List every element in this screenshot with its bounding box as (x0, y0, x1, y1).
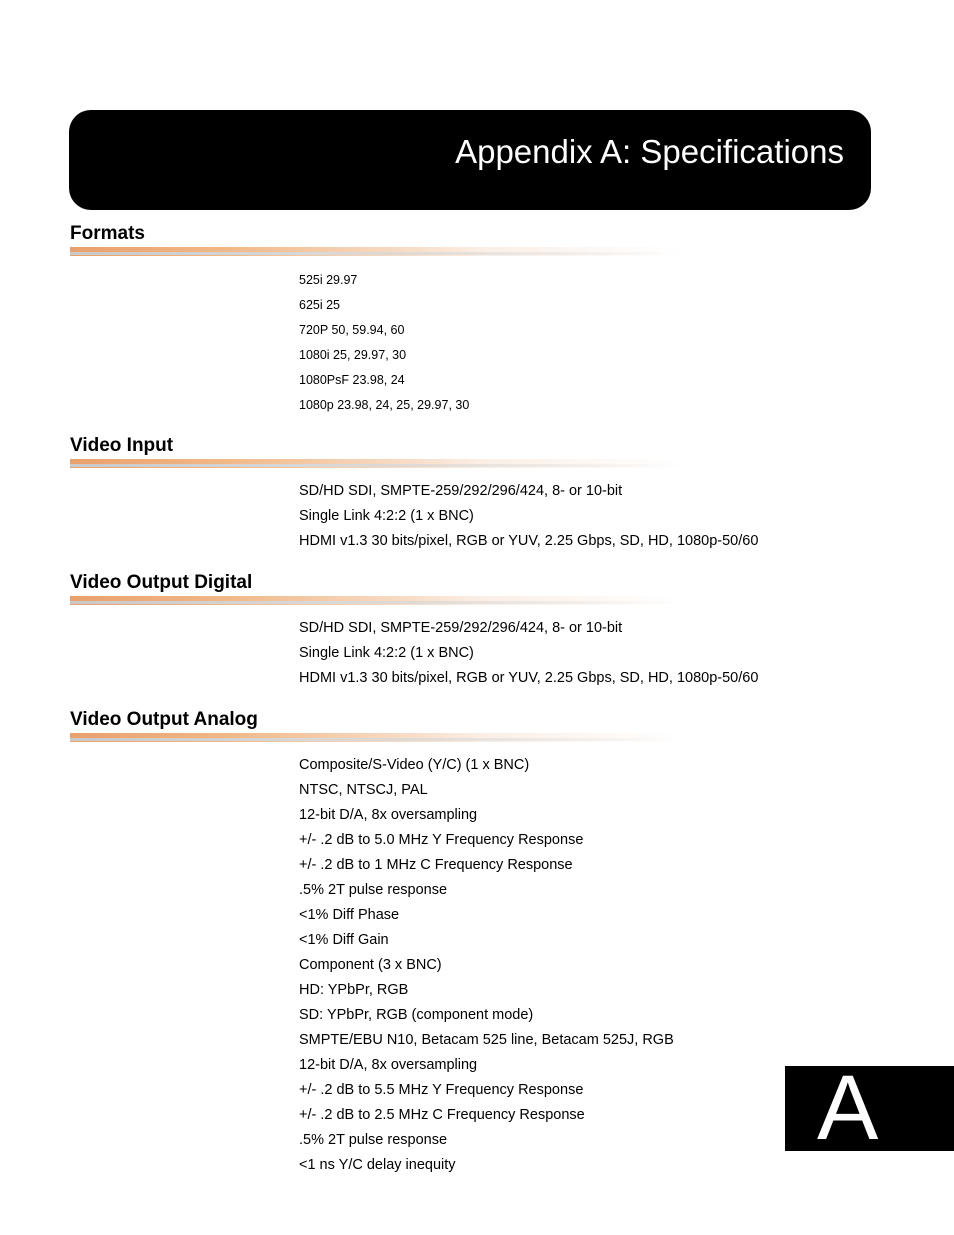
list-item: 12-bit D/A, 8x oversampling (299, 1057, 478, 1073)
list-item: 720P 50, 59.94, 60 (299, 323, 405, 337)
video-output-analog-list (299, 753, 674, 1178)
section-divider (70, 459, 680, 468)
list-item: +/- .2 dB to 5.5 MHz Y Frequency Response (299, 1082, 584, 1098)
list-item: HDMI v1.3 30 bits/pixel, RGB or YUV, 2.25 Gbps, SD, HD, 1080p-50/60 (299, 533, 759, 549)
section-divider (70, 596, 680, 605)
list-item: SD: YPbPr, RGB (component mode) (299, 1007, 534, 1023)
chapter-banner (69, 110, 871, 210)
list-item: 1080p 23.98, 24, 25, 29.97, 30 (299, 398, 470, 412)
list-item: 525i 29.97 (299, 273, 358, 287)
list-item: NTSC, NTSCJ, PAL (299, 782, 428, 798)
list-item: +/- .2 dB to 1 MHz C Frequency Response (299, 857, 573, 873)
chapter-title: Appendix A: Specifications (455, 133, 844, 170)
section-divider (70, 733, 680, 742)
chapter-tab-marker (785, 1066, 954, 1151)
list-item: .5% 2T pulse response (299, 882, 448, 898)
list-item: <1 ns Y/C delay inequity (299, 1157, 456, 1173)
list-item: SD/HD SDI, SMPTE-259/292/296/424, 8- or 10-bit (299, 483, 623, 499)
list-item: +/- .2 dB to 2.5 MHz C Frequency Response (299, 1107, 585, 1123)
list-item: 625i 25 (299, 298, 341, 312)
formats-list (299, 268, 469, 418)
list-item: 1080PsF 23.98, 24 (299, 373, 405, 387)
list-item: Composite/S-Video (Y/C) (1 x BNC) (299, 757, 530, 773)
section-heading-video-output-analog: Video Output Analog (70, 709, 258, 730)
section-heading-video-input: Video Input (70, 435, 174, 456)
list-item: <1% Diff Phase (299, 907, 400, 923)
list-item: Single Link 4:2:2 (1 x BNC) (299, 508, 474, 524)
chapter-tab-letter: A (817, 1066, 879, 1151)
section-heading-video-output-digital: Video Output Digital (70, 572, 253, 593)
list-item: Component (3 x BNC) (299, 957, 442, 973)
list-item: SD/HD SDI, SMPTE-259/292/296/424, 8- or 10-bit (299, 620, 623, 636)
list-item: HD: YPbPr, RGB (299, 982, 409, 998)
list-item: +/- .2 dB to 5.0 MHz Y Frequency Response (299, 832, 584, 848)
video-input-list (299, 479, 758, 554)
section-divider (70, 247, 680, 256)
list-item: HDMI v1.3 30 bits/pixel, RGB or YUV, 2.25 Gbps, SD, HD, 1080p-50/60 (299, 670, 759, 686)
list-item: Single Link 4:2:2 (1 x BNC) (299, 645, 474, 661)
list-item: .5% 2T pulse response (299, 1132, 448, 1148)
list-item: <1% Diff Gain (299, 932, 389, 948)
list-item: 12-bit D/A, 8x oversampling (299, 807, 478, 823)
section-heading-formats: Formats (70, 223, 145, 244)
video-output-digital-list (299, 616, 758, 691)
list-item: 1080i 25, 29.97, 30 (299, 348, 407, 362)
list-item: SMPTE/EBU N10, Betacam 525 line, Betacam 525J, RGB (299, 1032, 674, 1048)
